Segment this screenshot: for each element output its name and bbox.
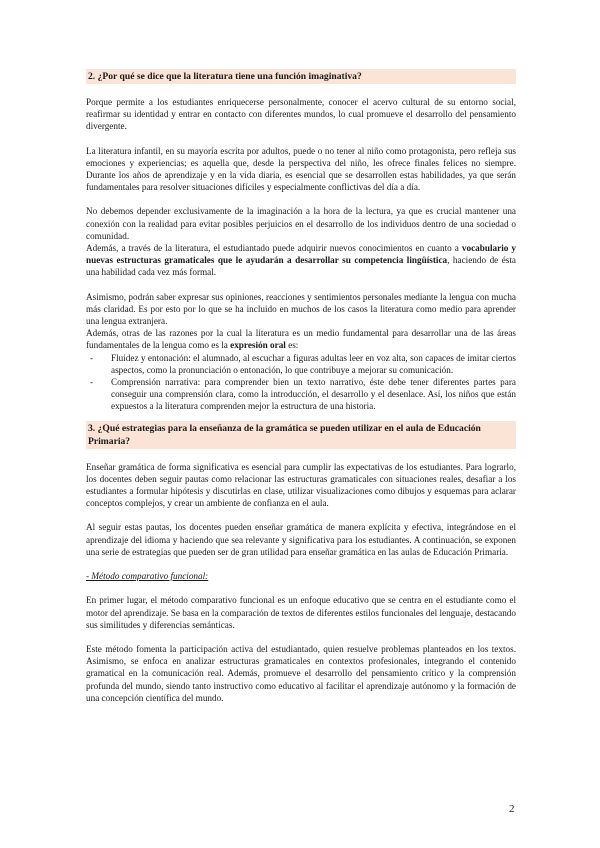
- paragraph: Además, otras de las razones por la cual la literatura es un medio fundamental para desarrollar una de las áreas fundamentales de la lengua como es la expresión oral es:: [86, 328, 516, 351]
- paragraph: Este método fomenta la participación activa del estudiantado, quien resuelve problemas planteados en los textos. Asimismo, se enfoca en analizar estructuras gramaticales en contextos profesionales, integrando el contenido gramatical en la comunicación real. Además, promueve el desarrollo del pensamiento crítico y la comprensión profunda del mundo, siendo tanto instructivo como educativo al facilitar el aprendizaje autónomo y la formación de una concepción científica del mundo.: [86, 643, 516, 703]
- paragraph: Asimismo, podrán saber expresar sus opiniones, reacciones y sentimientos personales mediante la lengua con mucha más claridad. Es por esto por lo que se ha incluido en muchos de los casos la literatura como medio para aprender una lengua extranjera.: [86, 291, 516, 327]
- paragraph: Enseñar gramática de forma significativa es esencial para cumplir las expectativas de los estudiantes. Para lograrlo, los docentes deben seguir pautas como relacionar las estructuras gramaticales con situaciones reales, desafiar a los estudiantes a formular hipótesis y discutirlas en clase, utilizar visualizaciones como dibujos y esquemas para aclarar conceptos complejos, y crear un ambiente de confianza en el aula.: [86, 461, 516, 509]
- bold-phrase: expresión oral: [230, 340, 286, 351]
- paragraph: No debemos depender exclusivamente de la imaginación a la hora de la lectura, ya que es crucial mantener una conexión con la realidad para evitar posibles perjuicios en el desarrollo de los individuos dentro de una sociedad o comunidad.: [86, 206, 516, 241]
- paragraph: En primer lugar, el método comparativo funcional es un enfoque educativo que se centra en el estudiante como el motor del aprendizaje. Se basa en la comparación de textos de diferentes estilos funcionales del lenguaje, destacando sus similitudes y diferencias semánticas.: [86, 595, 516, 630]
- section-2-heading: 2. ¿Por qué se dice que la literatura tiene una función imaginativa?: [86, 69, 516, 84]
- paragraph: Porque permite a los estudiantes enriquecerse personalmente, conocer el acervo cultural de su entorno social, reafirmar su identidad y entrar en contacto con diferentes mundos, lo cual promueve el desarrollo del pensamiento divergente.: [86, 97, 516, 132]
- subheading: - Método comparativo funcional:: [86, 571, 209, 582]
- paragraph: Al seguir estas pautas, los docentes pueden enseñar gramática de manera explícita y efectiva, integrándose en el aprendizaje del idioma y haciendo que sea relevante y significativa para los estudiantes. A continuación, se exponen una serie de estrategias que pueden ser de gran utilidad para enseñar gramática en las aulas de Educación Primaria.: [86, 522, 516, 557]
- document-page: [86, 69, 516, 704]
- page-number: 2: [509, 803, 515, 815]
- bullet-list: [86, 352, 516, 413]
- paragraph: La literatura infantil, en su mayoría escrita por adultos, puede o no tener al niño como protagonista, pero refleja sus emociones y experiencias; es aquella que, desde la perspectiva del niño, les ofrece finales felices no siempre. Durante los años de aprendizaje y en la vida diaria, es esencial que se desarrollen estas habilidades, ya que serán fundamentales para resolver situaciones difíciles y especialmente conflictivas del día a día.: [86, 145, 516, 193]
- paragraph: Además, a través de la literatura, el estudiantado puede adquirir nuevos conocimientos en cuanto a vocabulario y nuevas estructuras gramaticales que le ayudarán a desarrollar su competencia lingüística, haciendo de ésta una habilidad cada vez más formal.: [86, 243, 517, 278]
- section-3-heading: 3. ¿Qué estrategias para la enseñanza de la gramática se pueden utilizar en el aula de Educación Primaria?: [86, 421, 516, 449]
- list-item: - Comprensión narrativa: para comprender bien un texto narrativo, éste debe tener diferentes partes para conseguir una comprensión clara, como la introducción, el desarrollo y el desenlace. Así, los niños que están expuestos a la literatura comprenden mejor la estructura de una historia.: [86, 376, 516, 413]
- list-item: - Fluidez y entonación: el alumnado, al escuchar a figuras adultas leer en voz alta, son capaces de imitar ciertos aspectos, como la pronunciación o entonación, lo que contribuye a mejorar su comunicación.: [86, 352, 516, 376]
- bold-phrase: vocabulario y nuevas estructuras gramaticales que le ayudarán a desarrollar su competencia lingüística: [86, 243, 517, 266]
